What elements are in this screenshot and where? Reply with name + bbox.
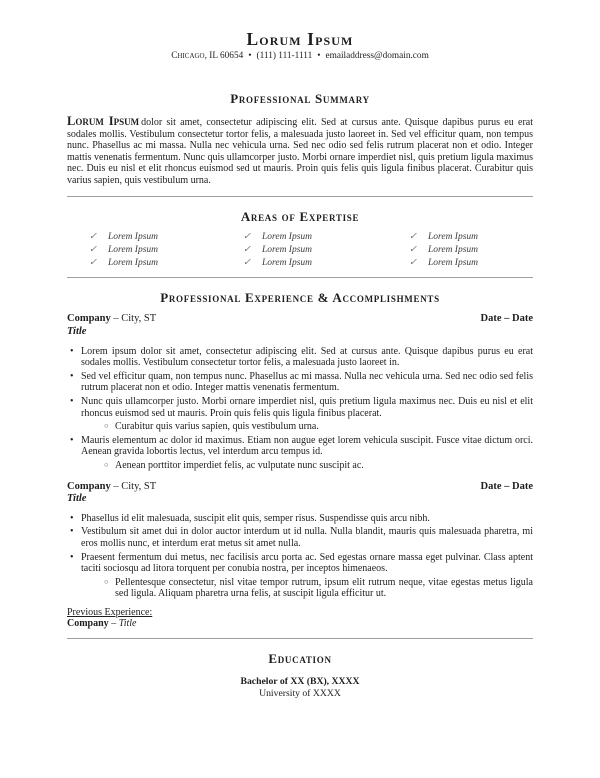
expertise-item-label: Lorem Ipsum <box>427 258 479 269</box>
check-icon: ✓ <box>89 245 97 256</box>
expertise-item <box>243 231 367 244</box>
expertise-item <box>409 244 533 257</box>
expertise-item-label: Lorem Ipsum <box>107 232 159 243</box>
sub-bullet-text: Curabitur quis varius sapien, quis vestibulum urna. <box>115 421 319 433</box>
company-location: – City, ST <box>113 313 157 325</box>
section-divider <box>67 277 533 278</box>
summary-paragraph <box>67 114 533 187</box>
job-bullet-list <box>67 513 533 600</box>
bullet-icon: • <box>70 551 74 563</box>
bullet-icon: • <box>70 526 74 538</box>
expertise-item-label: Lorem Ipsum <box>261 232 313 243</box>
contact-phone: (111) 111-1111 <box>256 51 313 62</box>
expertise-item-label: Lorem Ipsum <box>427 232 479 243</box>
expertise-section <box>67 210 533 271</box>
previous-experience-line <box>67 618 533 630</box>
job-dates: Date – Date <box>480 313 533 325</box>
education-section <box>67 652 533 699</box>
job-entry <box>67 481 533 600</box>
dash-separator: – <box>111 618 117 630</box>
expertise-heading: Areas of Expertise <box>240 208 360 224</box>
sub-bullet-icon: ○ <box>104 421 109 431</box>
bullet-text: Sed vel efficitur quam, non tempus nunc. Phasellus ac mi massa. Nulla nec vehicula urna. Sed nec odio sed felis rutrum placerat non et odio. Integer mattis venenatis fermentum. <box>81 370 533 394</box>
expertise-item-label: Lorem Ipsum <box>261 258 313 269</box>
summary-heading: Professional Summary <box>230 91 370 107</box>
sub-bullet-text: Aenean porttitor imperdiet felis, ac vulputate nunc suscipit ac. <box>115 459 364 471</box>
university-line: University of XXXX <box>259 687 341 699</box>
bullet-icon: • <box>70 395 74 407</box>
expertise-item-label: Lorem Ipsum <box>107 245 159 256</box>
expertise-item-label: Lorem Ipsum <box>261 245 313 256</box>
expertise-item <box>243 257 367 270</box>
expertise-item-label: Lorem Ipsum <box>427 245 479 256</box>
sub-bullet-icon: ○ <box>104 576 109 586</box>
candidate-name: Lorum Ipsum <box>246 29 354 49</box>
check-icon: ✓ <box>409 258 417 269</box>
expertise-grid <box>67 231 533 270</box>
expertise-column <box>367 231 533 270</box>
section-divider <box>67 196 533 197</box>
education-heading: Education <box>268 651 332 667</box>
job-title: Title <box>67 493 87 505</box>
job-header-row <box>67 313 533 326</box>
summary-section <box>67 92 533 187</box>
bullet-icon: • <box>70 345 74 357</box>
company-name: Company <box>67 313 111 325</box>
list-item <box>67 513 533 525</box>
bullet-icon: • <box>70 434 74 446</box>
resume-header <box>67 30 533 62</box>
job-header-row <box>67 481 533 494</box>
check-icon: ✓ <box>89 258 97 269</box>
previous-job-title: Title <box>118 618 137 630</box>
bullet-separator-icon: • <box>317 51 321 62</box>
bullet-icon: • <box>70 370 74 382</box>
list-item <box>67 346 533 369</box>
check-icon: ✓ <box>243 232 251 243</box>
expertise-item <box>243 244 367 257</box>
company-name: Company <box>67 618 109 630</box>
previous-experience-label: Previous Experience: <box>67 606 153 618</box>
job-dates: Date – Date <box>480 480 533 492</box>
check-icon: ✓ <box>89 232 97 243</box>
list-item <box>67 526 533 549</box>
bullet-icon: • <box>70 512 74 524</box>
job-title: Title <box>67 326 87 337</box>
list-item <box>67 371 533 394</box>
bullet-text: Lorem ipsum dolor sit amet, consectetur adipiscing elit. Sed at cursus ante. Quisque dapibus purus eu erat sodales mollis. Vestibulum consectetur tortor felis, a malesuada justo laoreet in. <box>81 345 533 369</box>
expertise-column <box>67 231 213 270</box>
list-item <box>67 435 533 458</box>
contact-location: Chicago, IL 60654 <box>171 51 244 62</box>
company-location: – City, ST <box>113 480 157 492</box>
list-item <box>67 552 533 575</box>
expertise-item <box>89 231 213 244</box>
previous-experience <box>67 607 533 630</box>
job-company-line <box>67 313 156 326</box>
bullet-text: Mauris elementum ac dolor id maximus. Etiam non augue eget lorem vehicula suscipit. Fusce vitae dictum orci. Aenean gravida lobortis lectus, vel interdum arcu tempus id. <box>81 434 533 458</box>
expertise-item <box>89 244 213 257</box>
company-name: Company <box>67 480 111 492</box>
expertise-item <box>409 257 533 270</box>
check-icon: ✓ <box>409 232 417 243</box>
expertise-item <box>89 257 213 270</box>
experience-section <box>67 291 533 630</box>
job-bullet-list <box>67 346 533 472</box>
contact-email: emailaddress@domain.com <box>325 51 429 62</box>
check-icon: ✓ <box>243 258 251 269</box>
bullet-text: Nunc quis ullamcorper justo. Morbi ornare imperdiet nisl, quis pretium ligula maximus nec. Duis eu nisl et elit rhoncus euismod sed ut mauris. Proin quis felis quis ligula finibus placerat. <box>81 395 533 419</box>
list-item <box>67 396 533 419</box>
sub-list-item <box>104 460 533 472</box>
sub-bullet-text: Pellentesque consectetur, nisl vitae tempor rutrum, ipsum elit rutrum neque, vitae egestas metus ligula sed ligula. Aliquam pharetra urna felis, at suscipit ligula efficitur ut. <box>115 576 533 600</box>
experience-heading: Professional Experience & Accomplishments <box>160 290 440 306</box>
expertise-item <box>409 231 533 244</box>
sub-list-item <box>104 577 533 600</box>
check-icon: ✓ <box>243 245 251 256</box>
job-company-line <box>67 481 156 494</box>
section-divider <box>67 638 533 639</box>
sub-list-item <box>104 421 533 433</box>
degree-line: Bachelor of XX (BX), XXXX <box>240 676 360 687</box>
expertise-item-label: Lorem Ipsum <box>107 258 159 269</box>
bullet-separator-icon: • <box>248 51 252 62</box>
bullet-text: Vestibulum sit amet dui in dolor auctor interdum ut id nulla. Nulla blandit, mauris quis malesuada pharetra, mi eros mollis nunc, et interdum erat metus sit amet nulla. <box>81 526 533 549</box>
check-icon: ✓ <box>409 245 417 256</box>
sub-bullet-icon: ○ <box>104 459 109 469</box>
summary-body-text: dolor sit amet, consectetur adipiscing elit. Sed at cursus ante. Quisque dapibus purus eu erat sodales mollis. Vestibulum consectetur tortor felis, a malesuada justo laoreet in. Sed vel efficitur quam, non tempus nunc. Phasellus ac mi massa. Nulla nec vehicula urna. Sed nec odio sed felis rutrum placerat non et odio. Integer mattis venenatis fermentum. Nunc quis ullamcorper justo. Morbi ornare imperdiet nisl, quis pretium ligula maximus nec. Duis eu nisl et elit rhoncus euismod sed ut mauris. Proin quis felis quis ligula finibus placerat. Curabitur quis varius sapien, quis vestibulum urna. <box>67 116 533 186</box>
job-entry <box>67 313 533 471</box>
contact-line <box>67 51 533 62</box>
expertise-column <box>213 231 367 270</box>
bullet-text: Praesent fermentum dui metus, nec facilisis arcu porta ac. Sed egestas ornare massa eget pulvinar. Class aptent taciti sociosqu ad litora torquent per conubia nostra, per inceptos himenaeos. <box>81 551 533 575</box>
bullet-text: Phasellus id elit malesuada, suscipit elit quis, semper risus. Suspendisse quis arcu nibh. <box>81 512 430 524</box>
summary-lead-name: Lorum Ipsum <box>67 113 140 128</box>
